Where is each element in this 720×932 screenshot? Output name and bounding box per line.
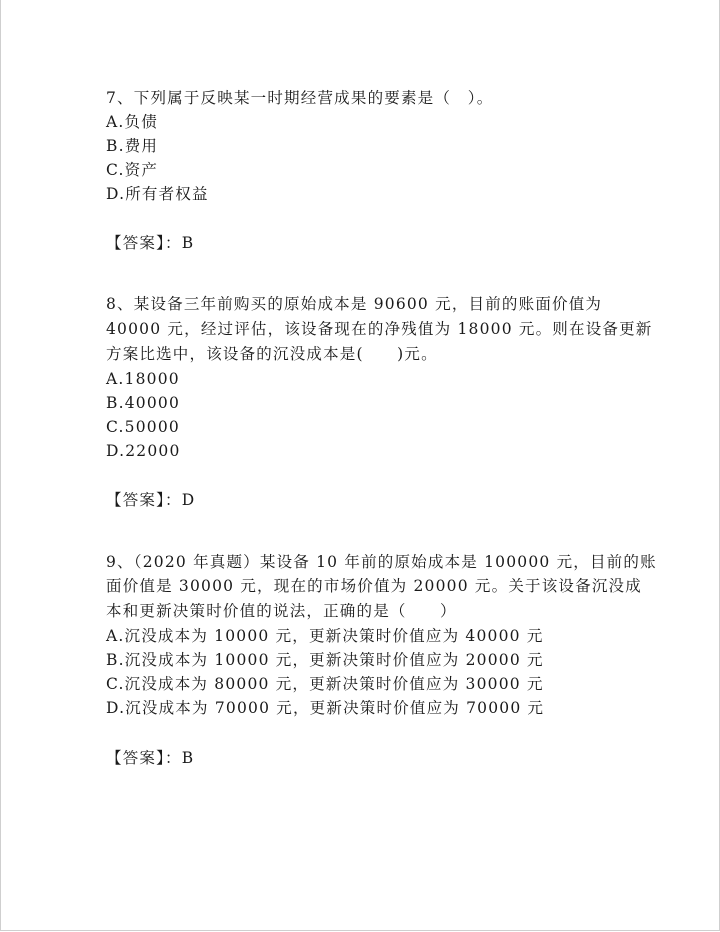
question-stem-line: 8、某设备三年前购买的原始成本是 90600 元，目前的账面价值为: [106, 295, 603, 313]
option-a: A.18000: [106, 370, 180, 388]
option-d: D.所有者权益: [106, 185, 209, 203]
option-c: C.沉没成本为 80000 元，更新决策时价值应为 30000 元: [106, 675, 544, 693]
answer-line: 【答案】：D: [106, 491, 196, 509]
option-c: C.50000: [106, 418, 180, 436]
question-stem-line: 面价值是 30000 元，现在的市场价值为 20000 元。关于该设备沉没成: [106, 577, 642, 595]
answer-line: 【答案】：B: [106, 234, 195, 252]
question-stem-line: 方案比选中，该设备的沉没成本是( )元。: [106, 345, 438, 363]
question-stem-line: 本和更新决策时价值的说法，正确的是（ ）: [106, 602, 457, 620]
option-b: B.沉没成本为 10000 元，更新决策时价值应为 20000 元: [106, 651, 544, 669]
option-b: B.40000: [106, 394, 181, 412]
option-a: A.沉没成本为 10000 元，更新决策时价值应为 40000 元: [106, 627, 544, 645]
question-stem-line: 40000 元，经过评估，该设备现在的净残值为 18000 元。则在设备更新: [106, 320, 653, 338]
option-d: D.22000: [106, 442, 181, 460]
answer-line: 【答案】：B: [106, 749, 195, 767]
option-b: B.费用: [106, 137, 159, 155]
option-a: A.负债: [106, 113, 158, 131]
option-d: D.沉没成本为 70000 元，更新决策时价值应为 70000 元: [106, 699, 545, 717]
question-stem-line: 7、下列属于反映某一时期经营成果的要素是（ ）。: [106, 89, 494, 107]
question-stem-line: 9、（2020 年真题）某设备 10 年前的原始成本是 100000 元，目前的账: [106, 553, 657, 571]
option-c: C.资产: [106, 161, 159, 179]
